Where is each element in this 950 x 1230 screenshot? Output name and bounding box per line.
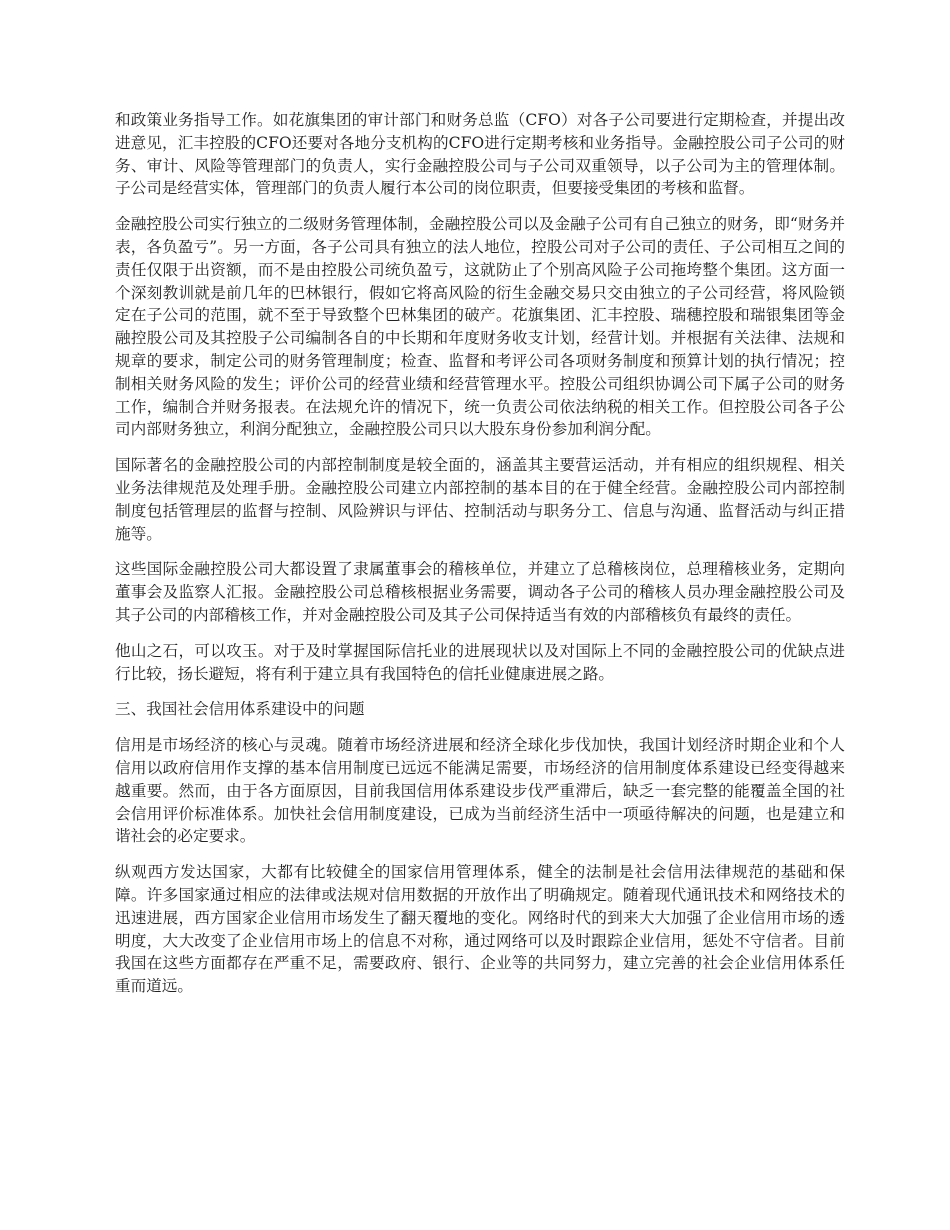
paragraph-cfo-oversight: 和政策业务指导工作。如花旗集团的审计部门和财务总监（CFO）对各子公司要进行定期检查，并提出改进意见，汇丰控股的CFO还要对各地分支机构的CFO进行定期考核和业务指导。金融控股公司子公司的财务、审计、风险等管理部门的负责人，实行金融控股公司与子公司双重领导，以子公司为主的管理体制。子公司是经营实体，管理部门的负责人履行本公司的岗位职责，但要接受集团的考核和监督。 <box>115 111 845 198</box>
section-heading: 三、我国社会信用体系建设中的问题 <box>115 700 365 719</box>
paragraph-western-credit: 纵观西方发达国家，大都有比较健全的国家信用管理体系，健全的法制是社会信用法律规范的基础和保障。许多国家通过相应的法律或法规对信用数据的开放作出了明确规定。随着现代通讯技术和网络技术的迅速进展，西方国家企业信用市场发生了翻天覆地的变化。网络时代的到来大大加强了企业信用市场的透明度，大大改变了企业信用市场上的信息不对称，通过网络可以及时跟踪企业信用，惩处不守信者。目前我国在这些方面都存在严重不足，需要政府、银行、企业等的共同努力，建立完善的社会企业信用体系任重而道远。 <box>115 863 845 996</box>
paragraph-internal-control: 国际著名的金融控股公司的内部控制制度是较全面的，涵盖其主要营运活动，并有相应的组织规程、相关业务法律规范及处理手册。金融控股公司建立内部控制的基本目的在于健全经营。金融控股公司内部控制制度包括管理层的监督与控制、风险辨识与评估、控制活动与职务分工、信息与沟通、监督活动与纠正措施等。 <box>115 456 845 543</box>
paragraph-lessons: 他山之石，可以攻玉。对于及时掌握国际信托业的进展现状以及对国际上不同的金融控股公司的优缺点进行比较，扬长避短，将有利于建立具有我国特色的信托业健康进展之路。 <box>115 641 845 683</box>
paragraph-financial-management: 金融控股公司实行独立的二级财务管理体制，金融控股公司以及金融子公司有自己独立的财务，即“财务并表，各负盈亏”。另一方面，各子公司具有独立的法人地位，控股公司对子公司的责任、子公司相互之间的责任仅限于出资额，而不是由控股公司统负盈亏，这就防止了个别高风险子公司拖垮整个集团。这方面一个深刻教训就是前几年的巴林银行，假如它将高风险的衍生金融交易只交由独立的子公司经营，将风险锁定在子公司的范围，就不至于导致整个巴林集团的破产。花旗集团、汇丰控股、瑞穗控股和瑞银集团等金融控股公司及其控股子公司编制各自的中长期和年度财务收支计划，经营计划。并根据有关法律、法规和规章的要求，制定公司的财务管理制度；检查、监督和考评公司各项财务制度和预算计划的执行情况；控制相关财务风险的发生；评价公司的经营业绩和经营管理水平。控股公司组织协调公司下属子公司的财务工作，编制合并财务报表。在法规允许的情况下，统一负责公司依法纳税的相关工作。但控股公司各子公司内部财务独立，利润分配独立，金融控股公司只以大股东身份参加利润分配。 <box>115 215 845 439</box>
paragraph-audit-unit: 这些国际金融控股公司大都设置了隶属董事会的稽核单位，并建立了总稽核岗位，总理稽核业务，定期向董事会及监察人汇报。金融控股公司总稽核根据业务需要，调动各子公司的稽核人员办理金融控股公司及其子公司的内部稽核工作，并对金融控股公司及其子公司保持适当有效的内部稽核负有最终的责任。 <box>115 560 845 624</box>
paragraph-credit-core: 信用是市场经济的核心与灵魂。随着市场经济进展和经济全球化步伐加快，我国计划经济时期企业和个人信用以政府信用作支撑的基本信用制度已远远不能满足需要，市场经济的信用制度体系建设已经变得越来越重要。然而，由于各方面原因，目前我国信用体系建设步伐严重滞后，缺乏一套完整的能覆盖全国的社会信用评价标准体系。加快社会信用制度建设，已成为当前经济生活中一项亟待解决的问题，也是建立和谐社会的必定要求。 <box>115 736 845 846</box>
document-page <box>115 109 845 1011</box>
